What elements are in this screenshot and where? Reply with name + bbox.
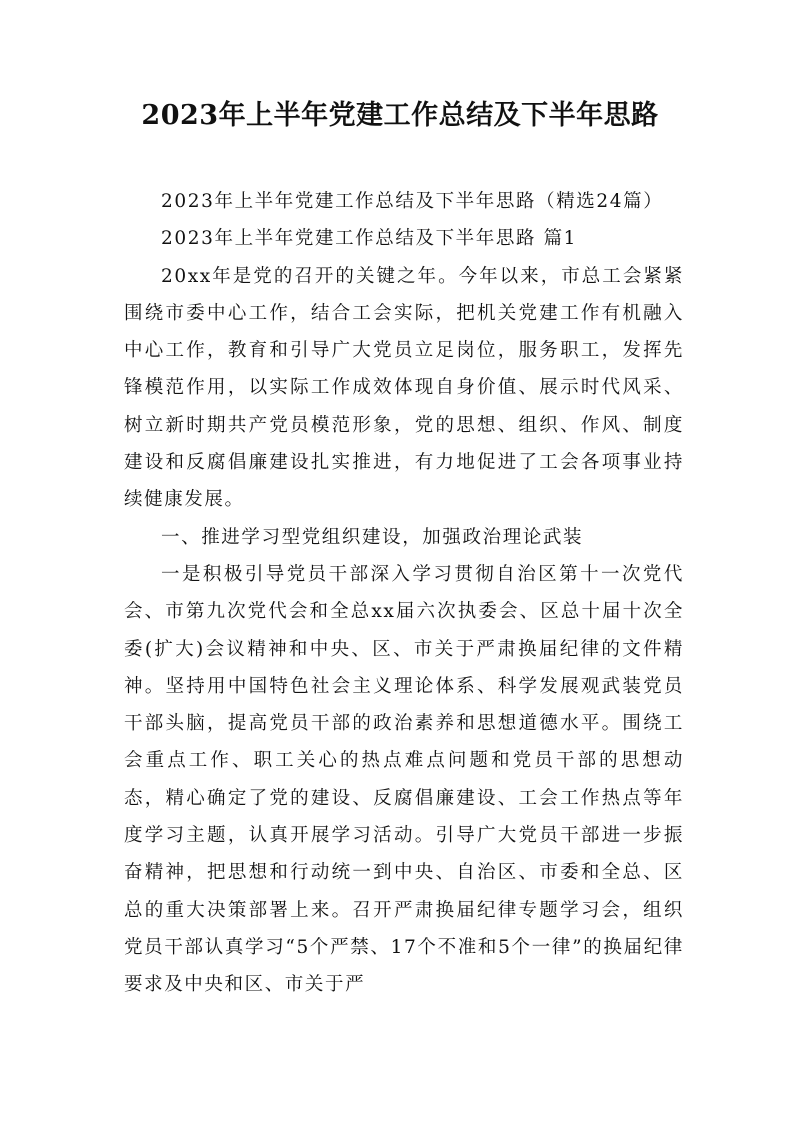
body-paragraph: 一是积极引导党员干部深入学习贯彻自治区第十一次党代会、市第九次党代会和全总xx届六次执委会、区总十届十次全委(扩大)会议精神和中央、区、市关于严肃换届纪律的文件精神。坚持用中国特色社会主义理论体系、科学发展观武装党员干部头脑，提高党员干部的政治素养和思想道德水平。围绕工会重点工作、职工关心的热点难点问题和党员干部的思想动态，精心确定了党的建设、反腐倡廉建设、工会工作热点等年度学习主题，认真开展学习活动。引导广大党员干部进一步振奋精神，把思想和行动统一到中央、自治区、市委和全总、区总的重大决策部署上来。召开严肃换届纪律专题学习会，组织党员干部认真学习“5个严禁、17个不准和5个一律”的换届纪律要求及中央和区、市关于严 — [124, 563, 684, 996]
document-body — [124, 183, 684, 1004]
document-title: 2023年上半年党建工作总结及下半年思路 — [141, 100, 659, 131]
section-heading-paragraph: 2023年上半年党建工作总结及下半年思路 篇1 — [161, 228, 578, 250]
subtitle-paragraph: 2023年上半年党建工作总结及下半年思路（精选24篇） — [161, 191, 664, 212]
section-heading-paragraph: 一、推进学习型党组织建设，加强政治理论武装 — [161, 526, 584, 548]
body-paragraph: 20xx年是党的召开的关键之年。今年以来，市总工会紧紧围绕市委中心工作，结合工会实际，把机关党建工作有机融入中心工作，教育和引导广大党员立足岗位，服务职工，发挥先锋模范作用，以实际工作成效体现自身价值、展示时代风采、树立新时期共产党员模范形象，党的思想、组织、作风、制度建设和反腐倡廉建设扎实推进，有力地促进了工会各项事业持续健康发展。 — [124, 265, 684, 511]
